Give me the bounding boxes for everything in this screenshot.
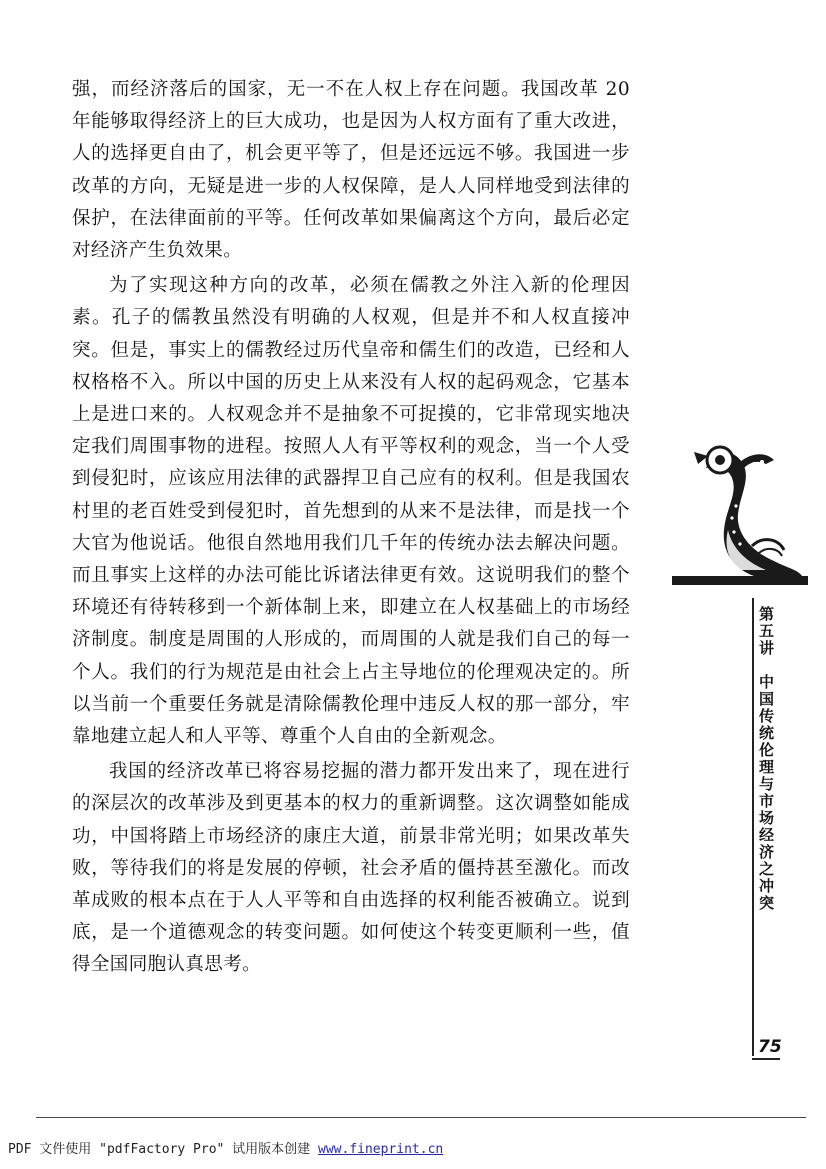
ornament-bar: [672, 576, 808, 585]
footer-link[interactable]: www.fineprint.cn: [318, 1142, 444, 1157]
bird-ornament-icon: [692, 438, 804, 578]
paragraph: 我国的经济改革已将容易挖掘的潜力都开发出来了，现在进行的深层次的改革涉及到更基本的权力的重新调整。这次调整如能成功，中国将踏上市场经济的康庄大道，前景非常光明；如果改革失败，等待我们的将是发展的停顿，社会矛盾的僵持甚至激化。而改革成败的根本点在于人人平等和自由选择的权利能否被确立。说到底，是一个道德观念的转变问题。如何使这个转变更顺利一些，值得全国同胞认真思考。: [72, 761, 630, 976]
footer-divider: [36, 1117, 806, 1118]
side-rule: [752, 598, 754, 1056]
chapter-side-title: [759, 606, 779, 912]
article-body: [72, 74, 630, 982]
footer-text: PDF 文件使用 "pdfFactory Pro" 试用版本创建: [8, 1142, 319, 1157]
lecture-number: 第五讲: [759, 605, 775, 657]
pdf-footer: [8, 1138, 443, 1157]
chapter-title: 中国传统伦理与市场经济之冲突: [759, 673, 775, 912]
page-number-rule: [752, 1058, 780, 1060]
paragraph: 为了实现这种方向的改革，必须在儒教之外注入新的伦理因素。孔子的儒教虽然没有明确的人权观，但是并不和人权直接冲突。但是，事实上的儒教经过历代皇帝和儒生们的改造，已经和人权格格不入。所以中国的历史上从来没有人权的起码观念，它基本上是进口来的。人权观念并不是抽象不可捉摸的，它非常现实地决定我们周围事物的进程。按照人人有平等权利的观念，当一个人受到侵犯时，应该应用法律的武器捍卫自己应有的权利。但是我国农村里的老百姓受到侵犯时，首先想到的从来不是法律，而是找一个大官为他说话。他很自然地用我们几千年的传统办法去解决问题。而且事实上这样的办法可能比诉诸法律更有效。这说明我们的整个环境还有待转移到一个新体制上来，即建立在人权基础上的市场经济制度。制度是周围的人形成的，而周围的人就是我们自己的每一个人。我们的行为规范是由社会上占主导地位的伦理观决定的。所以当前一个重要任务就是清除儒教伦理中违反人权的那一部分，牢靠地建立起人和人平等、尊重个人自由的全新观念。: [72, 275, 630, 748]
paragraph: 强，而经济落后的国家，无一不在人权上存在问题。我国改革 20 年能够取得经济上的巨大成功，也是因为人权方面有了重大改进，人的选择更自由了，机会更平等了，但是还远远不够。我国进一步改革的方向，无疑是进一步的人权保障，是人人同样地受到法律的保护，在法律面前的平等。任何改革如果偏离这个方向，最后必定对经济产生负效果。: [72, 79, 630, 262]
page-number: 75: [758, 1037, 782, 1057]
